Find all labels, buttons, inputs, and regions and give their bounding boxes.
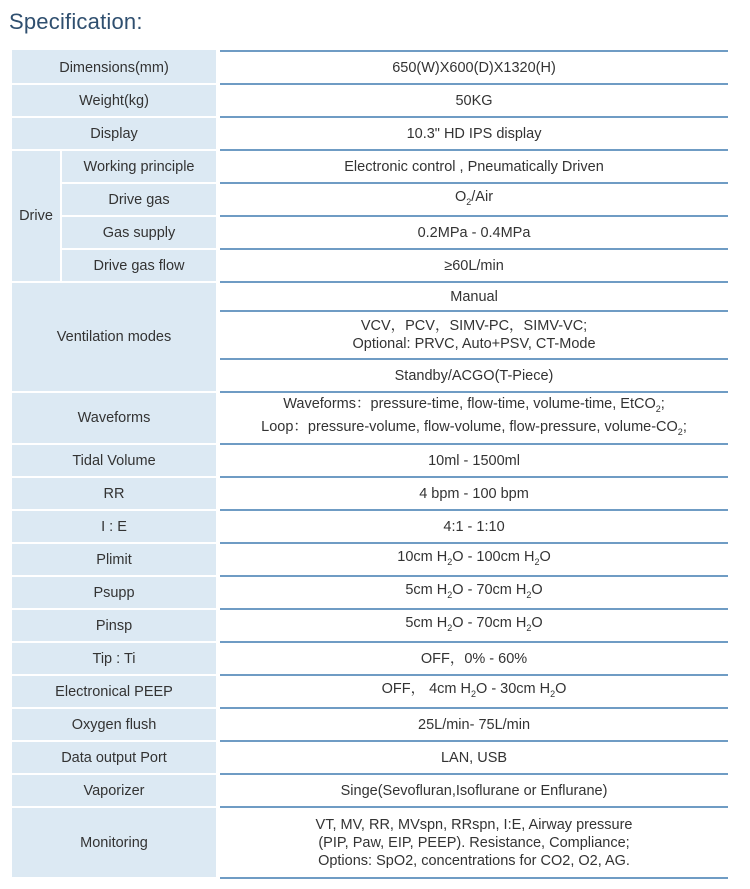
spec-label: Pinsp (12, 609, 216, 642)
table-row (12, 774, 728, 807)
spec-value: 5cm $H_2O - 70cm$ $H_2O$ (220, 576, 728, 609)
spec-value: Waveforms：pressure-time, flow-time, volume-time, EtCO$_2$; Loop：pressure-volume, flow-volume, flow-pressure, volume-$CO_2$; (220, 392, 728, 444)
table-row (12, 216, 728, 249)
spec-value: 4:1 - 1:10 (220, 510, 728, 543)
spec-label: RR (12, 477, 216, 510)
spec-label: Psupp (12, 576, 216, 609)
table-row (12, 84, 728, 117)
spec-value: Singe(Sevofluran,Isoflurane or Enflurane) (220, 774, 728, 807)
spec-value: 10ml - 1500ml (220, 444, 728, 477)
spec-label: Data output Port (12, 741, 216, 774)
spec-label: Oxygen flush (12, 708, 216, 741)
table-row (12, 576, 728, 609)
spec-value: 650(W)X600(D)X1320(H) (220, 51, 728, 84)
spec-value: OFF， 4cm $H_2O - 30cm$ $H_2O$ (220, 675, 728, 708)
spec-label: Monitoring (12, 807, 216, 878)
spec-group-label: Drive (12, 150, 61, 282)
spec-value: 25L/min- 75L/min (220, 708, 728, 741)
spec-value: 0.2MPa - 0.4MPa (220, 216, 728, 249)
spec-value: OFF，0% - 60% (220, 642, 728, 675)
spec-value: 5cm $H_2O - 70cm$ $H_2O$ (220, 609, 728, 642)
spec-label: I : E (12, 510, 216, 543)
spec-value: 10.3" HD IPS display (220, 117, 728, 150)
spec-label: Drive gas (61, 183, 216, 216)
specification-table (12, 50, 728, 879)
spec-label: Drive gas flow (61, 249, 216, 282)
table-row (12, 150, 728, 183)
spec-label: Plimit (12, 543, 216, 576)
spec-label: Tip : Ti (12, 642, 216, 675)
spec-value: Electronic control , Pneumatically Driven (220, 150, 728, 183)
spec-label: Electronical PEEP (12, 675, 216, 708)
table-row (12, 807, 728, 878)
spec-value: VT, MV, RR, MVspn, RRspn, I:E, Airway pressure (PIP, Paw, EIP, PEEP). Resistance, Compliance; Options: SpO2, concentrations for CO2, O2, AG. (220, 807, 728, 878)
spec-label: Gas supply (61, 216, 216, 249)
spec-value: 4 bpm - 100 bpm (220, 477, 728, 510)
table-row (12, 708, 728, 741)
spec-label: Display (12, 117, 216, 150)
table-row (12, 510, 728, 543)
table-row (12, 609, 728, 642)
page-title: Specification: (9, 9, 143, 34)
spec-value: VCV，PCV，SIMV-PC，SIMV-VC; Optional: PRVC, Auto+PSV, CT-Mode (220, 311, 728, 359)
spec-value: ≥60L/min (220, 249, 728, 282)
table-row (12, 183, 728, 216)
spec-label: Waveforms (12, 392, 216, 444)
table-row (12, 477, 728, 510)
spec-value: 50KG (220, 84, 728, 117)
table-row (12, 51, 728, 84)
table-row (12, 249, 728, 282)
spec-label: Tidal Volume (12, 444, 216, 477)
table-row (12, 392, 728, 444)
table-row (12, 543, 728, 576)
spec-value: Standby/ACGO(T-Piece) (220, 359, 728, 392)
table-row (12, 642, 728, 675)
spec-value: $O_2$/Air (220, 183, 728, 216)
spec-value: Manual (220, 282, 728, 311)
spec-label: Working principle (61, 150, 216, 183)
spec-value: LAN, USB (220, 741, 728, 774)
spec-label: Ventilation modes (12, 282, 216, 392)
table-row (12, 444, 728, 477)
spec-label: Dimensions(mm) (12, 51, 216, 84)
spec-label: Weight(kg) (12, 84, 216, 117)
table-row (12, 117, 728, 150)
spec-label: Vaporizer (12, 774, 216, 807)
table-row (12, 675, 728, 708)
table-row (12, 741, 728, 774)
spec-value: 10cm $H_2O - 100cm$ $H_2O$ (220, 543, 728, 576)
table-row (12, 282, 728, 311)
